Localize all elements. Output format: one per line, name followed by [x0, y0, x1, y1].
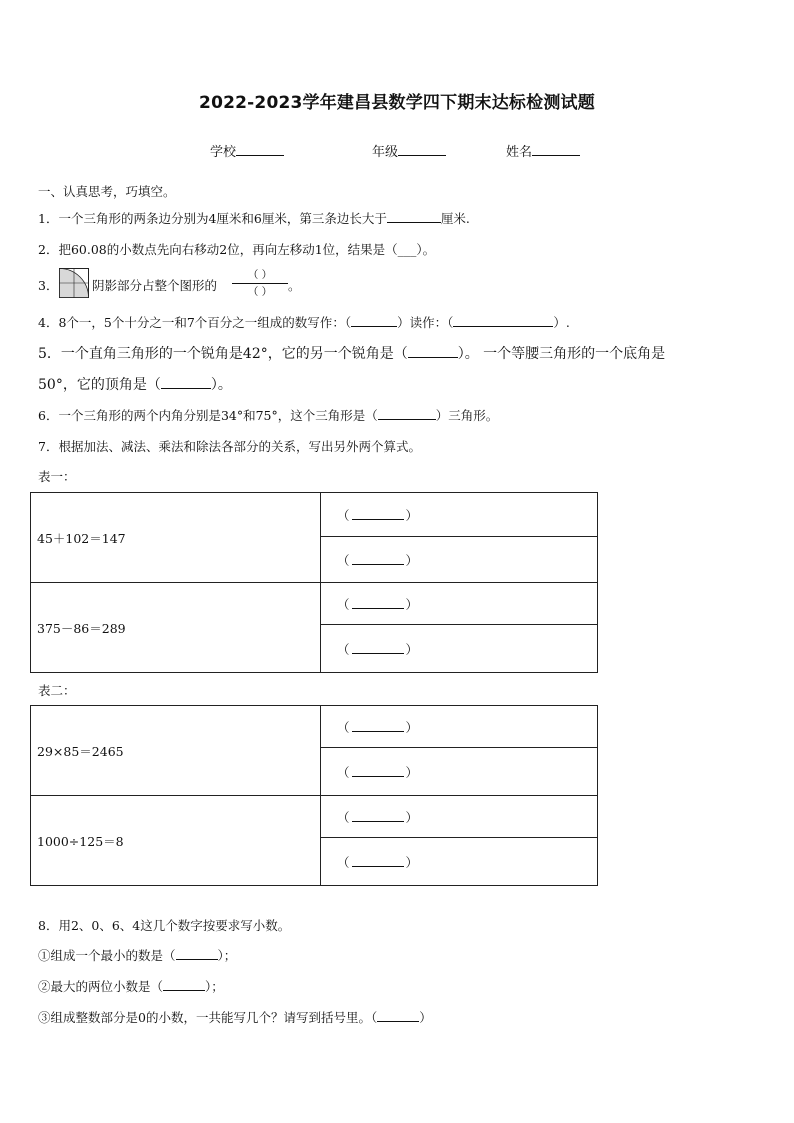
table1-row2-expr: 375－86＝289 — [31, 583, 321, 673]
q3-fraction — [232, 268, 288, 299]
name-label: 姓名 — [506, 145, 533, 160]
answer-cell[interactable]: （ ） — [321, 838, 598, 886]
table2-row2-expr: 1000÷125＝8 — [31, 796, 321, 886]
grade-label: 年级 — [372, 145, 399, 160]
table-row — [31, 796, 598, 838]
q8-blank-1[interactable] — [176, 947, 218, 960]
q8-item-3 — [38, 1008, 432, 1026]
q8-item-1 — [38, 946, 236, 964]
table2-row1-expr: 29×85＝2465 — [31, 706, 321, 796]
question-1 — [38, 209, 470, 227]
q5-line1-a: 5．一个直角三角形的一个锐角是42°，它的另一个锐角是（ — [38, 346, 408, 362]
answer-cell[interactable]: （ ） — [321, 537, 598, 583]
answer-cell[interactable]: （ ） — [321, 625, 598, 673]
q4-text-c: ）. — [553, 315, 570, 330]
q6-text-a: 6．一个三角形的两个内角分别是34°和75°，这个三角形是（ — [38, 408, 378, 423]
q3-denominator[interactable]: （ ） — [247, 286, 273, 298]
fraction-bar — [232, 283, 288, 284]
question-6 — [38, 406, 498, 424]
q4-blank-2[interactable] — [453, 314, 553, 327]
q3-suffix: 。 — [288, 278, 301, 293]
q8-item1-text: ①组成一个最小的数是（ — [38, 948, 176, 963]
q6-blank[interactable] — [378, 407, 436, 420]
page-title: 2022-2023学年建昌县数学四下期末达标检测试题 — [199, 93, 595, 113]
q8-item-2 — [38, 977, 224, 995]
name-field — [506, 141, 580, 160]
q1-suffix: 厘米. — [440, 211, 470, 226]
grade-blank[interactable] — [398, 143, 446, 156]
q4-text-a: 4．8个一，5个十分之一和7个百分之一组成的数写作：（ — [38, 315, 352, 330]
table-1 — [30, 492, 598, 673]
q8-blank-3[interactable] — [377, 1009, 419, 1022]
grade-field — [372, 141, 446, 160]
school-field — [210, 141, 284, 160]
section1-heading: 一、认真思考，巧填空。 — [38, 184, 176, 199]
q1-blank[interactable] — [387, 210, 441, 223]
q8-item3-suffix: ） — [419, 1010, 432, 1025]
table-row — [31, 493, 598, 537]
q4-text-b: ）读作：（ — [397, 315, 454, 330]
q8-item2-suffix: ）； — [205, 979, 224, 994]
table-row — [31, 583, 598, 625]
question-4 — [38, 313, 570, 331]
q5-line1-b: ）。 一个等腰三角形的一个底角是 — [457, 346, 666, 362]
table1-label: 表一： — [38, 469, 76, 484]
name-blank[interactable] — [532, 143, 580, 156]
question-7: 7．根据加法、减法、乘法和除法各部分的关系，写出另外两个算式。 — [38, 439, 421, 454]
q3-prefix: 3． — [38, 278, 59, 293]
q8-item1-suffix: ）； — [217, 948, 237, 963]
q8-item3-text: ③组成整数部分是0的小数，一共能写几个？请写到括号里。（ — [38, 1010, 378, 1025]
q4-blank-1[interactable] — [351, 314, 397, 327]
table-row — [31, 706, 598, 748]
q1-text: 1．一个三角形的两条边分别为4厘米和6厘米，第三条边长大于 — [38, 211, 387, 226]
question-5-line-2 — [38, 374, 232, 394]
q3-numerator[interactable]: （ ） — [247, 269, 273, 281]
q6-text-b: ）三角形。 — [435, 408, 499, 423]
answer-cell[interactable]: （ ） — [321, 583, 598, 625]
table-2 — [30, 705, 598, 886]
q5-blank-2[interactable] — [161, 376, 211, 389]
q8-blank-2[interactable] — [163, 978, 205, 991]
table1-row1-expr: 45＋102＝147 — [31, 493, 321, 583]
question-2: 2．把60.08的小数点先向右移动2位，再向左移动1位，结果是（___）。 — [38, 242, 436, 257]
quarter-circle-figure — [59, 268, 89, 298]
answer-cell[interactable]: （ ） — [321, 748, 598, 796]
school-blank[interactable] — [236, 143, 284, 156]
q8-item2-text: ②最大的两位小数是（ — [38, 979, 164, 994]
question-8: 8．用2、0、6、4这几个数字按要求写小数。 — [38, 918, 291, 933]
answer-cell[interactable]: （ ） — [321, 493, 598, 537]
q5-line2-a: 50°，它的顶角是（ — [38, 377, 161, 393]
school-label: 学校 — [210, 145, 237, 160]
answer-cell[interactable]: （ ） — [321, 706, 598, 748]
answer-cell[interactable]: （ ） — [321, 796, 598, 838]
q5-line2-b: ）。 — [210, 377, 232, 393]
question-5-line-1 — [38, 343, 665, 363]
table2-label: 表二： — [38, 683, 76, 698]
q5-blank-1[interactable] — [408, 345, 458, 358]
q3-text: 阴影部分占整个图形的 — [92, 278, 218, 293]
